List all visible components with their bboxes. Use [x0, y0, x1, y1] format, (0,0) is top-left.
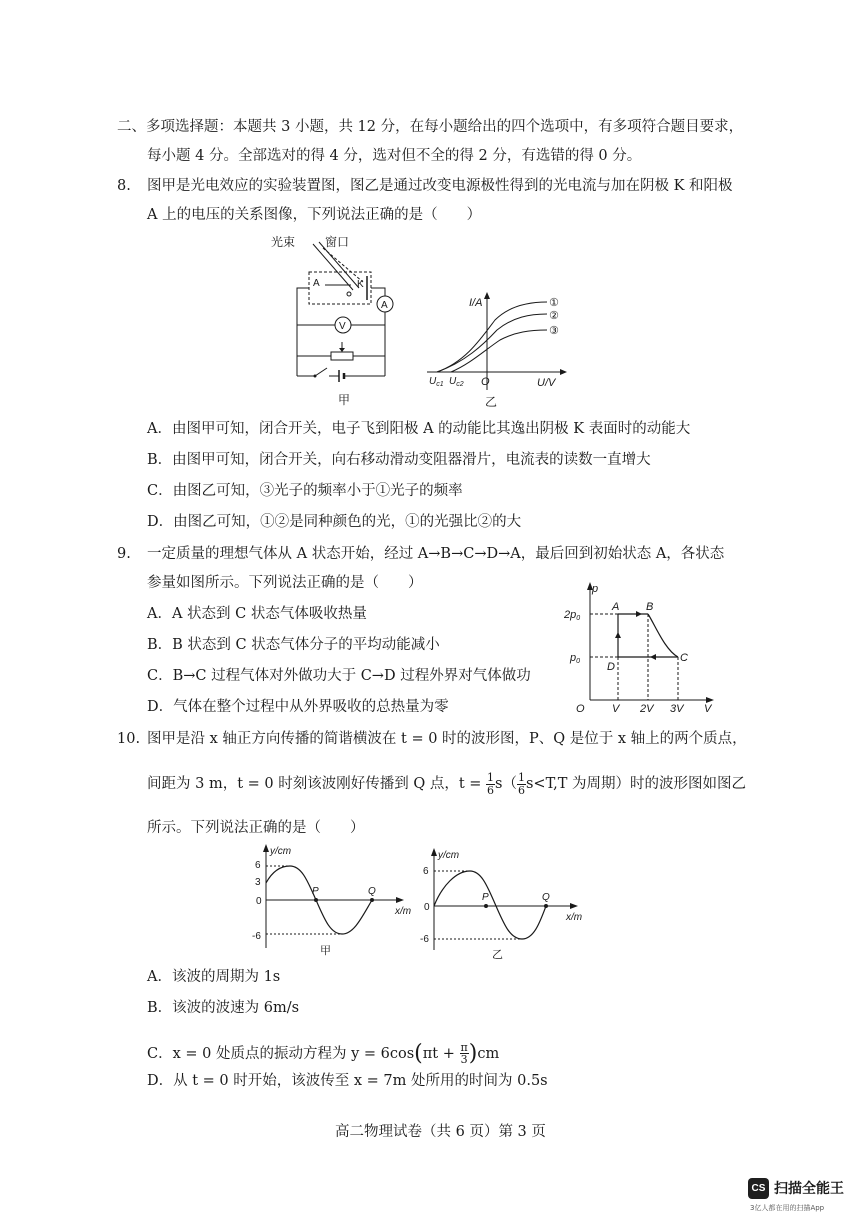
page-footer: 高二物理试卷（共 6 页）第 3 页 — [335, 1124, 546, 1140]
q9-option-d: D．气体在整个过程中从外界吸收的总热量为零 — [147, 699, 449, 715]
q8-number: 8. — [117, 178, 131, 194]
state-d: D — [607, 661, 615, 673]
origin-label: O — [576, 703, 585, 715]
state-c: C — [680, 652, 688, 664]
state-a: A — [612, 601, 620, 613]
q10-option-b: B．该波的波速为 6m/s — [147, 1000, 300, 1016]
origin-label: O — [481, 376, 490, 388]
point-p: P — [482, 892, 489, 903]
q9-option-c: C．B→C 过程气体对外做功大于 C→D 过程外界对气体做功 — [147, 668, 531, 684]
q9-stem-line2: 参量如图所示。下列说法正确的是（ ） — [147, 575, 423, 591]
p-axis-label: p — [592, 583, 599, 595]
fraction-one-sixth: $\frac{1}{6}$ — [487, 771, 495, 797]
caption-jia: 甲 — [320, 945, 331, 957]
q9-option-a: A．A 状态到 C 状态气体吸收热量 — [147, 606, 367, 622]
q10-stem-line3: 所示。下列说法正确的是（ ） — [147, 820, 365, 836]
point-q: Q — [368, 886, 376, 897]
caption-yi: 乙 — [485, 395, 498, 409]
tick-3: 3 — [255, 877, 261, 888]
uc1-label: $U_{c1}$ — [429, 376, 444, 388]
q9-stem-line1: 一定质量的理想气体从 A 状态开始，经过 A→B→C→D→A，最后回到初始状态 A，各状态 — [147, 546, 725, 562]
q10-option-a: A．该波的周期为 1s — [147, 969, 281, 985]
label-anode: A — [313, 278, 320, 289]
curve-1 — [437, 302, 547, 372]
q8-stem-line2: A 上的电压的关系图像，下列说法正确的是（ ） — [147, 207, 482, 223]
waveform-yi — [434, 871, 546, 939]
q8-option-a: A．由图甲可知，闭合开关，电子飞到阳极 A 的动能比其逸出阴极 K 表面时的动能大 — [147, 421, 691, 437]
y-axis-label: y/cm — [270, 846, 292, 857]
tick-0: 0 — [424, 902, 430, 913]
q10-stem-line2: 间距为 3 m，t = 0 时刻该波刚好传播到 Q 点，t = $\frac{1}{6}$ s（ $\frac{1}{6}$ s<T,T 为周期）时的波形图如图乙 — [147, 771, 747, 797]
tick-minus6: -6 — [420, 934, 429, 945]
caption-jia: 甲 — [338, 393, 351, 407]
caption-yi: 乙 — [492, 949, 503, 961]
q10-number: 10. — [117, 731, 141, 747]
tick-0: 0 — [256, 896, 262, 907]
fraction-pi-third: $\frac{\pi}{3}$ — [460, 1040, 468, 1067]
q8-stem-line1: 图甲是光电效应的实验装置图，图乙是通过改变电源极性得到的光电流与加在阴极 K 和阳极 — [147, 178, 733, 194]
iv-curve-figure — [425, 290, 575, 410]
x-axis-label: U/V — [537, 377, 556, 389]
q10-option-c: C．x = 0 处质点的振动方程为 y = 6cos(πt + $\frac{\pi}{3}$ )cm — [147, 1040, 500, 1067]
label-cathode: K — [357, 279, 364, 290]
curve-1-label: ① — [549, 297, 559, 309]
q8-option-d: D．由图乙可知，①②是同种颜色的光，①的光强比②的大 — [147, 514, 522, 530]
wave-figure-jia — [250, 842, 420, 960]
label-window: 窗口 — [325, 235, 350, 249]
q8-option-b: B．由图甲可知，闭合开关，向右移动滑动变阻器滑片，电流表的读数一直增大 — [147, 452, 651, 468]
uc2-label: $U_{c2}$ — [449, 376, 464, 388]
curve-3-label: ③ — [549, 325, 559, 337]
y-axis-label: I/A — [469, 297, 483, 309]
q10-stem-line1: 图甲是沿 x 轴正方向传播的简谐横波在 t = 0 时的波形图，P、Q 是位于 x 轴上的两个质点， — [147, 731, 747, 747]
label-beam: 光束 — [271, 235, 296, 249]
x-axis-label: x/m — [566, 912, 583, 923]
photoelectric-circuit-figure — [265, 230, 415, 410]
voltmeter-label: V — [339, 321, 346, 332]
tick-2v: 2V — [640, 703, 654, 715]
tick-2p0: 2p0 — [564, 609, 581, 622]
q9-option-b: B．B 状态到 C 状态气体分子的平均动能减小 — [147, 637, 440, 653]
tick-6: 6 — [255, 860, 261, 871]
y-axis-label: y/cm — [438, 850, 460, 861]
cs-logo-icon: CS — [748, 1178, 769, 1199]
section-heading: 二、多项选择题：本题共 3 小题，共 12 分，在每小题给出的四个选项中，有多项符合题目要求， — [117, 119, 744, 135]
q10-option-d: D．从 t = 0 时开始，该波传至 x = 7m 处所用的时间为 0.5s — [147, 1073, 548, 1089]
q9-number: 9. — [117, 546, 131, 562]
wave-figure-yi — [418, 846, 588, 962]
ammeter-label: A — [381, 300, 388, 311]
q8-option-c: C．由图乙可知，③光子的频率小于①光子的频率 — [147, 483, 463, 499]
tick-p0: p0 — [570, 652, 581, 665]
x-axis-label: x/m — [395, 906, 412, 917]
curve-2 — [437, 314, 547, 372]
pv-diagram — [560, 580, 720, 715]
state-b: B — [646, 601, 654, 613]
fraction-one-sixth-2: $\frac{1}{6}$ — [517, 771, 525, 797]
watermark-name: 扫描全能王 — [774, 1181, 844, 1197]
tick-v: V — [612, 703, 620, 715]
v-axis-label: V — [704, 703, 712, 715]
curve-2-label: ② — [549, 310, 559, 322]
scanner-watermark — [748, 1178, 858, 1218]
tick-minus6: -6 — [252, 931, 261, 942]
watermark-tagline: 3亿人都在用的扫描App — [750, 1204, 825, 1212]
tick-6: 6 — [423, 866, 429, 877]
point-p: P — [312, 886, 319, 897]
curve-3 — [451, 330, 547, 372]
tick-3v: 3V — [670, 703, 684, 715]
point-q: Q — [542, 892, 550, 903]
section-instructions: 每小题 4 分。全部选对的得 4 分，选对但不全的得 2 分，有选错的得 0 分。 — [147, 148, 642, 164]
